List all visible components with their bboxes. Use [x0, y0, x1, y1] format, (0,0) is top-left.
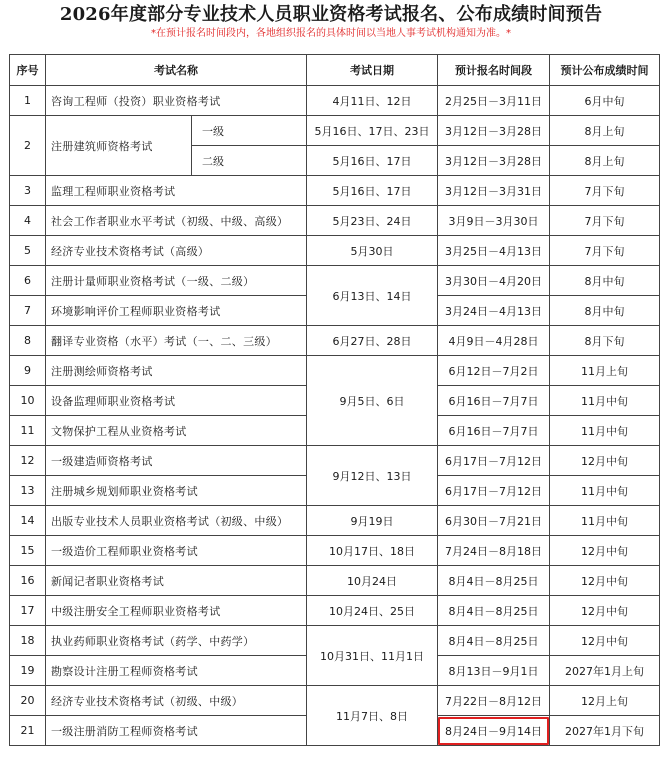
registration-period: 6月17日－7月12日 — [438, 476, 550, 506]
exam-date: 5月16日、17日、23日 — [307, 116, 438, 146]
registration-period: 8月4日－8月25日 — [438, 626, 550, 656]
registration-period: 3月30日－4月20日 — [438, 266, 550, 296]
registration-period: 8月13日－9月1日 — [438, 656, 550, 686]
exam-date: 10月17日、18日 — [307, 536, 438, 566]
registration-period: 2月25日－3月11日 — [438, 86, 550, 116]
exam-date: 5月16日、17日 — [307, 146, 438, 176]
registration-period: 6月30日－7月21日 — [438, 506, 550, 536]
exam-name: 出版专业技术人员职业资格考试（初级、中级） — [46, 506, 307, 536]
exam-name: 经济专业技术资格考试（初级、中级） — [46, 686, 307, 716]
registration-period: 6月16日－7月7日 — [438, 416, 550, 446]
score-release: 8月中旬 — [550, 296, 660, 326]
exam-date: 5月16日、17日 — [307, 176, 438, 206]
registration-period: 6月17日－7月12日 — [438, 446, 550, 476]
score-release: 8月上旬 — [550, 146, 660, 176]
exam-schedule-table — [9, 54, 660, 746]
row-number: 13 — [10, 476, 46, 506]
registration-period: 3月25日－4月13日 — [438, 236, 550, 266]
exam-name: 一级造价工程师职业资格考试 — [46, 536, 307, 566]
exam-name: 环境影响评价工程师职业资格考试 — [46, 296, 307, 326]
exam-name: 新闻记者职业资格考试 — [46, 566, 307, 596]
header-no: 序号 — [10, 55, 46, 86]
row-number: 20 — [10, 686, 46, 716]
table-row — [10, 446, 660, 476]
exam-name: 文物保护工程从业资格考试 — [46, 416, 307, 446]
registration-period: 7月24日－8月18日 — [438, 536, 550, 566]
score-release: 8月中旬 — [550, 266, 660, 296]
row-number: 3 — [10, 176, 46, 206]
table-row — [10, 236, 660, 266]
row-number: 7 — [10, 296, 46, 326]
exam-name: 中级注册安全工程师职业资格考试 — [46, 596, 307, 626]
score-release: 12月中旬 — [550, 596, 660, 626]
exam-name: 设备监理师职业资格考试 — [46, 386, 307, 416]
exam-date: 5月23日、24日 — [307, 206, 438, 236]
registration-period: 3月12日－3月28日 — [438, 116, 550, 146]
score-release: 8月下旬 — [550, 326, 660, 356]
header-exam-date: 考试日期 — [307, 55, 438, 86]
registration-period: 8月4日－8月25日 — [438, 566, 550, 596]
registration-period: 6月16日－7月7日 — [438, 386, 550, 416]
exam-name: 社会工作者职业水平考试（初级、中级、高级） — [46, 206, 307, 236]
exam-date: 6月13日、14日 — [307, 266, 438, 326]
table-row — [10, 326, 660, 356]
row-number: 14 — [10, 506, 46, 536]
row-number: 16 — [10, 566, 46, 596]
table-row — [10, 506, 660, 536]
row-number: 12 — [10, 446, 46, 476]
exam-level: 二级 — [192, 146, 307, 176]
row-number: 17 — [10, 596, 46, 626]
row-number: 21 — [10, 716, 46, 746]
row-number: 9 — [10, 356, 46, 386]
score-release: 12月中旬 — [550, 536, 660, 566]
row-number: 15 — [10, 536, 46, 566]
registration-period: 3月12日－3月31日 — [438, 176, 550, 206]
exam-date: 10月24日、25日 — [307, 596, 438, 626]
exam-date: 10月24日 — [307, 566, 438, 596]
registration-period: 7月22日－8月12日 — [438, 686, 550, 716]
score-release: 2027年1月上旬 — [550, 656, 660, 686]
exam-name: 注册城乡规划师职业资格考试 — [46, 476, 307, 506]
row-number: 11 — [10, 416, 46, 446]
exam-name: 执业药师职业资格考试（药学、中药学） — [46, 626, 307, 656]
exam-date: 4月11日、12日 — [307, 86, 438, 116]
registration-period: 6月12日－7月2日 — [438, 356, 550, 386]
highlight-box: 8月24日－9月14日 — [438, 717, 549, 745]
score-release: 7月下旬 — [550, 176, 660, 206]
row-number: 5 — [10, 236, 46, 266]
exam-name: 勘察设计注册工程师资格考试 — [46, 656, 307, 686]
exam-name: 注册建筑师资格考试 — [46, 116, 192, 176]
exam-level: 一级 — [192, 116, 307, 146]
table-row — [10, 176, 660, 206]
exam-date: 11月7日、8日 — [307, 686, 438, 746]
registration-period: 3月9日－3月30日 — [438, 206, 550, 236]
exam-date: 6月27日、28日 — [307, 326, 438, 356]
exam-name: 一级建造师资格考试 — [46, 446, 307, 476]
score-release: 11月中旬 — [550, 416, 660, 446]
row-number: 8 — [10, 326, 46, 356]
exam-date: 9月5日、6日 — [307, 356, 438, 446]
row-number: 1 — [10, 86, 46, 116]
score-release: 7月下旬 — [550, 236, 660, 266]
score-release: 11月上旬 — [550, 356, 660, 386]
table-row — [10, 596, 660, 626]
score-release: 12月中旬 — [550, 626, 660, 656]
table-row — [10, 116, 660, 146]
header-exam-name: 考试名称 — [46, 55, 307, 86]
exam-name: 经济专业技术资格考试（高级） — [46, 236, 307, 266]
exam-name: 监理工程师职业资格考试 — [46, 176, 307, 206]
exam-name: 注册计量师职业资格考试（一级、二级） — [46, 266, 307, 296]
table-row — [10, 206, 660, 236]
registration-note: *在预计报名时间段内，各地组织报名的具体时间以当地人事考试机构通知为准。* — [151, 28, 511, 39]
row-number: 2 — [10, 116, 46, 176]
score-release: 6月中旬 — [550, 86, 660, 116]
row-number: 4 — [10, 206, 46, 236]
score-release: 12月中旬 — [550, 566, 660, 596]
score-release: 8月上旬 — [550, 116, 660, 146]
score-release: 2027年1月下旬 — [550, 716, 660, 746]
header-registration-period: 预计报名时间段 — [438, 55, 550, 86]
exam-name: 注册测绘师资格考试 — [46, 356, 307, 386]
registration-period: 3月12日－3月28日 — [438, 146, 550, 176]
table-row — [10, 266, 660, 296]
score-release: 11月中旬 — [550, 386, 660, 416]
registration-period: 4月9日－4月28日 — [438, 326, 550, 356]
table-row — [10, 686, 660, 716]
table-row — [10, 626, 660, 656]
score-release: 11月中旬 — [550, 476, 660, 506]
exam-date: 10月31日、11月1日 — [307, 626, 438, 686]
exam-name: 咨询工程师（投资）职业资格考试 — [46, 86, 307, 116]
registration-period: 8月4日－8月25日 — [438, 596, 550, 626]
table-row — [10, 356, 660, 386]
table-header-row — [10, 55, 660, 86]
row-number: 6 — [10, 266, 46, 296]
header-score-release: 预计公布成绩时间 — [550, 55, 660, 86]
page-title: 2026年度部分专业技术人员职业资格考试报名、公布成绩时间预告 — [59, 4, 603, 25]
score-release: 7月下旬 — [550, 206, 660, 236]
score-release: 11月中旬 — [550, 506, 660, 536]
row-number: 18 — [10, 626, 46, 656]
exam-date: 9月19日 — [307, 506, 438, 536]
score-release: 12月中旬 — [550, 446, 660, 476]
row-number: 19 — [10, 656, 46, 686]
exam-date: 9月12日、13日 — [307, 446, 438, 506]
score-release: 12月上旬 — [550, 686, 660, 716]
exam-name: 翻译专业资格（水平）考试（一、二、三级） — [46, 326, 307, 356]
row-number: 10 — [10, 386, 46, 416]
table-row — [10, 566, 660, 596]
exam-name: 一级注册消防工程师资格考试 — [46, 716, 307, 746]
table-row — [10, 536, 660, 566]
table-row — [10, 86, 660, 116]
exam-date: 5月30日 — [307, 236, 438, 266]
registration-period: 3月24日－4月13日 — [438, 296, 550, 326]
registration-period-highlighted — [438, 716, 550, 746]
